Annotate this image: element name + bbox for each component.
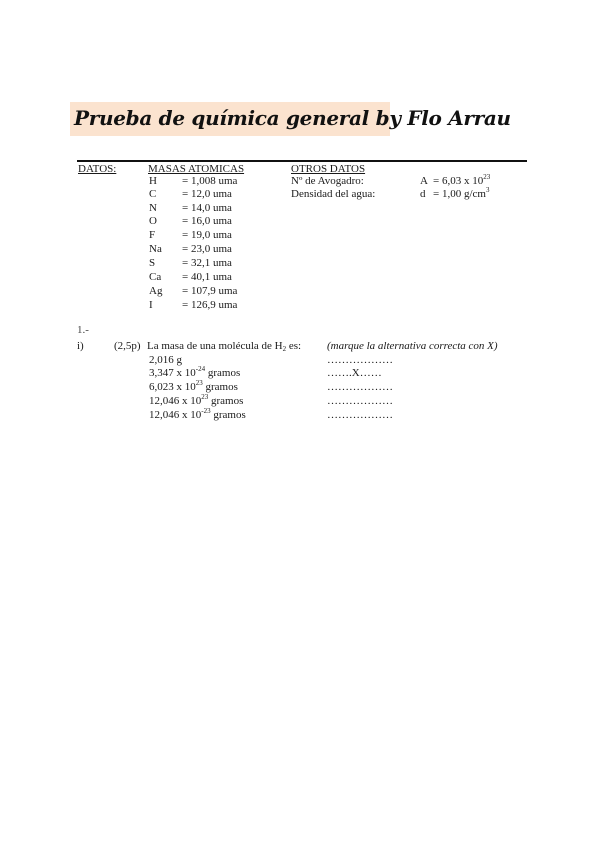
element-symbol: H xyxy=(149,175,157,187)
option-answer: 2,016 g xyxy=(149,354,182,366)
option-mark: ……………… xyxy=(327,409,393,421)
element-mass: = 23,0 uma xyxy=(182,243,232,255)
document-title: Prueba de química general by Flo Arrau xyxy=(74,106,511,130)
datos-label: DATOS: xyxy=(78,163,117,175)
element-symbol: O xyxy=(149,215,157,227)
element-mass: = 40,1 uma xyxy=(182,271,232,283)
element-mass: = 12,0 uma xyxy=(182,188,232,200)
question-points: (2,5p) xyxy=(114,340,141,352)
element-mass: = 1,008 uma xyxy=(182,175,238,187)
question-text: La masa de una molécula de $H_2$ es: xyxy=(147,340,302,353)
element-mass: = 14,0 uma xyxy=(182,202,232,214)
option-mark: ……………… xyxy=(327,395,393,407)
option-mark: ……………… xyxy=(327,381,393,393)
element-symbol: F xyxy=(149,229,156,241)
question-instruction: (marque la alternativa correcta con X) xyxy=(327,340,498,352)
header-rule xyxy=(77,160,527,162)
densidad-value: = 1,00 $g/cm^3$ xyxy=(433,186,490,200)
element-symbol: S xyxy=(149,257,156,269)
element-symbol: Na xyxy=(149,243,162,255)
element-mass: = 32,1 uma xyxy=(182,257,232,269)
option-answer: 12,046 x $10^{23}$ gramos xyxy=(149,393,244,407)
element-symbol: I xyxy=(149,299,153,311)
densidad-symbol: d xyxy=(420,188,426,200)
option-answer: 3,347 x $10^{-24}$ gramos xyxy=(149,365,241,379)
element-symbol: N xyxy=(149,202,157,214)
question-number: 1.- xyxy=(77,324,89,336)
option-mark: …….X…… xyxy=(327,367,382,379)
element-mass: = 126,9 uma xyxy=(182,299,238,311)
element-mass: = 16,0 uma xyxy=(182,215,232,227)
option-mark: ……………… xyxy=(327,354,393,366)
element-symbol: Ca xyxy=(149,271,162,283)
option-answer: 6,023 x $10^{23}$ gramos xyxy=(149,379,238,393)
avogadro-value: = 6,03 x $10^{23}$ xyxy=(433,173,491,187)
otros-header: OTROS DATOS xyxy=(291,163,366,175)
question-item: i) xyxy=(77,340,84,352)
avogadro-label: Nº de Avogadro: xyxy=(291,175,364,187)
element-mass: = 107,9 uma xyxy=(182,285,238,297)
element-symbol: C xyxy=(149,188,157,200)
element-symbol: Ag xyxy=(149,285,163,297)
densidad-label: Densidad del agua: xyxy=(291,188,376,200)
option-answer: 12,046 x $10^{-23}$ gramos xyxy=(149,407,246,421)
avogadro-symbol: A xyxy=(420,175,428,187)
element-mass: = 19,0 uma xyxy=(182,229,232,241)
masas-header: MASAS ATOMICAS xyxy=(148,163,245,175)
